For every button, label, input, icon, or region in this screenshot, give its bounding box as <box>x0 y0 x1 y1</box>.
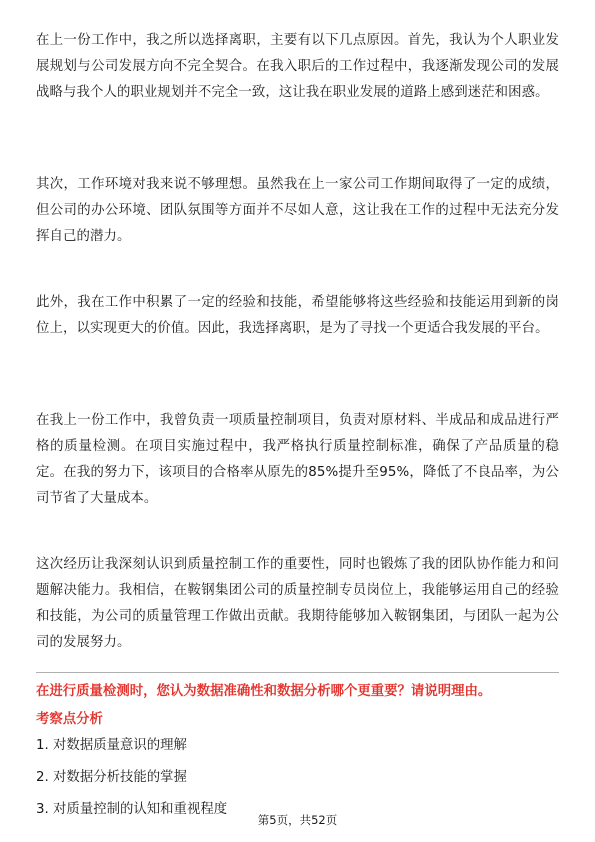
paragraph-quality-project: 在我上一份工作中，我曾负责一项质量控制项目，负责对原材料、半成品和成品进行严格的质量检测。在项目实施过程中，我严格执行质量控制标准，确保了产品质量的稳定。在我的努力下，该项目的合格率从原先的85%提升至95%，降低了不良品率，为公司节省了大量成本。 <box>36 413 559 506</box>
interview-question: 在进行质量检测时，您认为数据准确性和数据分析哪个更重要？请说明理由。 <box>36 684 492 699</box>
page-number: 第5页，共52页 <box>257 813 338 827</box>
analysis-point: 2. 对数据分析技能的掌握 <box>36 770 187 785</box>
paragraph-career-growth: 此外，我在工作中积累了一定的经验和技能，希望能够将这些经验和技能运用到新的岗位上，以实现更大的价值。因此，我选择离职，是为了寻找一个更适合我发展的平台。 <box>36 295 559 336</box>
paragraph-work-environment: 其次，工作环境对我来说不够理想。虽然我在上一家公司工作期间取得了一定的成绩，但公司的办公环境、团队氛围等方面并不尽如人意，这让我在工作的过程中无法充分发挥自己的潜力。 <box>36 177 559 244</box>
analysis-title: 考察点分析 <box>36 712 103 727</box>
paragraph-resignation-reasons: 在上一份工作中，我之所以选择离职，主要有以下几点原因。首先，我认为个人职业发展规划与公司发展方向不完全契合。在我入职后的工作过程中，我逐渐发现公司的发展战略与我个人的职业规划并不完全一致，这让我在职业发展的道路上感到迷茫和困惑。 <box>36 33 559 100</box>
section-divider <box>36 672 559 673</box>
paragraph-lessons-learned: 这次经历让我深刻认识到质量控制工作的重要性，同时也锻炼了我的团队协作能力和问题解决能力。我相信，在鞍钢集团公司的质量控制专员岗位上，我能够运用自己的经验和技能，为公司的质量管理工作做出贡献。我期待能够加入鞍钢集团，与团队一起为公司的发展努力。 <box>36 557 559 650</box>
analysis-point: 3. 对质量控制的认知和重视程度 <box>36 802 228 817</box>
analysis-point: 1. 对数据质量意识的理解 <box>36 738 187 753</box>
